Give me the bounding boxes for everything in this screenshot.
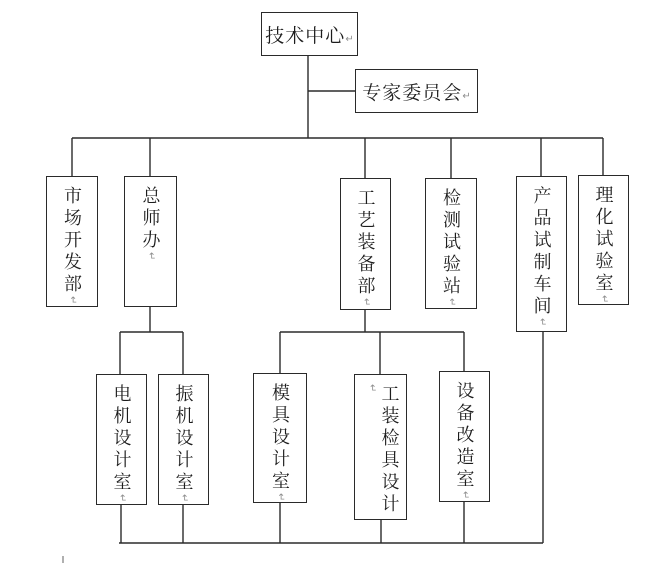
node-label: 设备改造室↵ [454, 381, 475, 500]
node-label: 市场开发部↵ [62, 186, 82, 305]
paragraph-mark-icon: ↵ [345, 33, 354, 45]
node-label: 检测试验站↵ [441, 188, 461, 307]
org-node-vibration-design [158, 374, 209, 505]
org-node-equipment-renovation [439, 371, 490, 502]
node-label: 产品试制车间↵ [531, 186, 552, 327]
org-node-tech-center [261, 12, 358, 56]
org-node-expert-committee [355, 69, 478, 113]
paragraph-mark-icon: ↵ [116, 494, 128, 503]
org-node-chief-engineer-office [124, 176, 177, 307]
paragraph-mark-icon: ↵ [598, 295, 610, 304]
paragraph-mark-icon: ↵ [67, 296, 78, 305]
node-label: 工装检具设计↵ [366, 384, 400, 516]
node-label: 理化试验室↵ [593, 185, 614, 304]
node-label: 电机设计室↵ [111, 384, 132, 503]
paragraph-mark-icon: ↵ [366, 384, 378, 393]
org-node-physchem-lab [578, 175, 629, 305]
org-node-tooling-gauge-design [354, 374, 407, 520]
paragraph-mark-icon: ↵ [462, 90, 471, 102]
org-node-mold-design [253, 373, 307, 503]
paragraph-mark-icon: ↵ [459, 491, 471, 500]
paragraph-mark-icon: ↵ [178, 494, 190, 503]
org-node-market-dev [46, 176, 98, 307]
node-label: 工艺装备部↵ [355, 188, 376, 307]
paragraph-mark-icon: ↵ [536, 318, 548, 327]
paragraph-mark-icon: ↵ [275, 493, 286, 502]
org-node-testing-station [425, 178, 477, 309]
node-label: 模具设计室↵ [270, 383, 290, 502]
paragraph-mark-icon: ↵ [145, 252, 157, 261]
org-node-motor-design [96, 374, 147, 505]
paragraph-mark-icon: ↵ [360, 298, 372, 307]
node-label: 专家委员会↵ [362, 82, 471, 104]
node-label: 振机设计室↵ [173, 384, 194, 503]
org-node-process-equipment [340, 178, 391, 310]
org-node-product-trial-workshop [516, 176, 567, 332]
node-label: 技术中心↵ [265, 25, 354, 47]
node-label: 总师办↵ [140, 186, 161, 261]
paragraph-mark-icon: ↵ [446, 298, 457, 307]
